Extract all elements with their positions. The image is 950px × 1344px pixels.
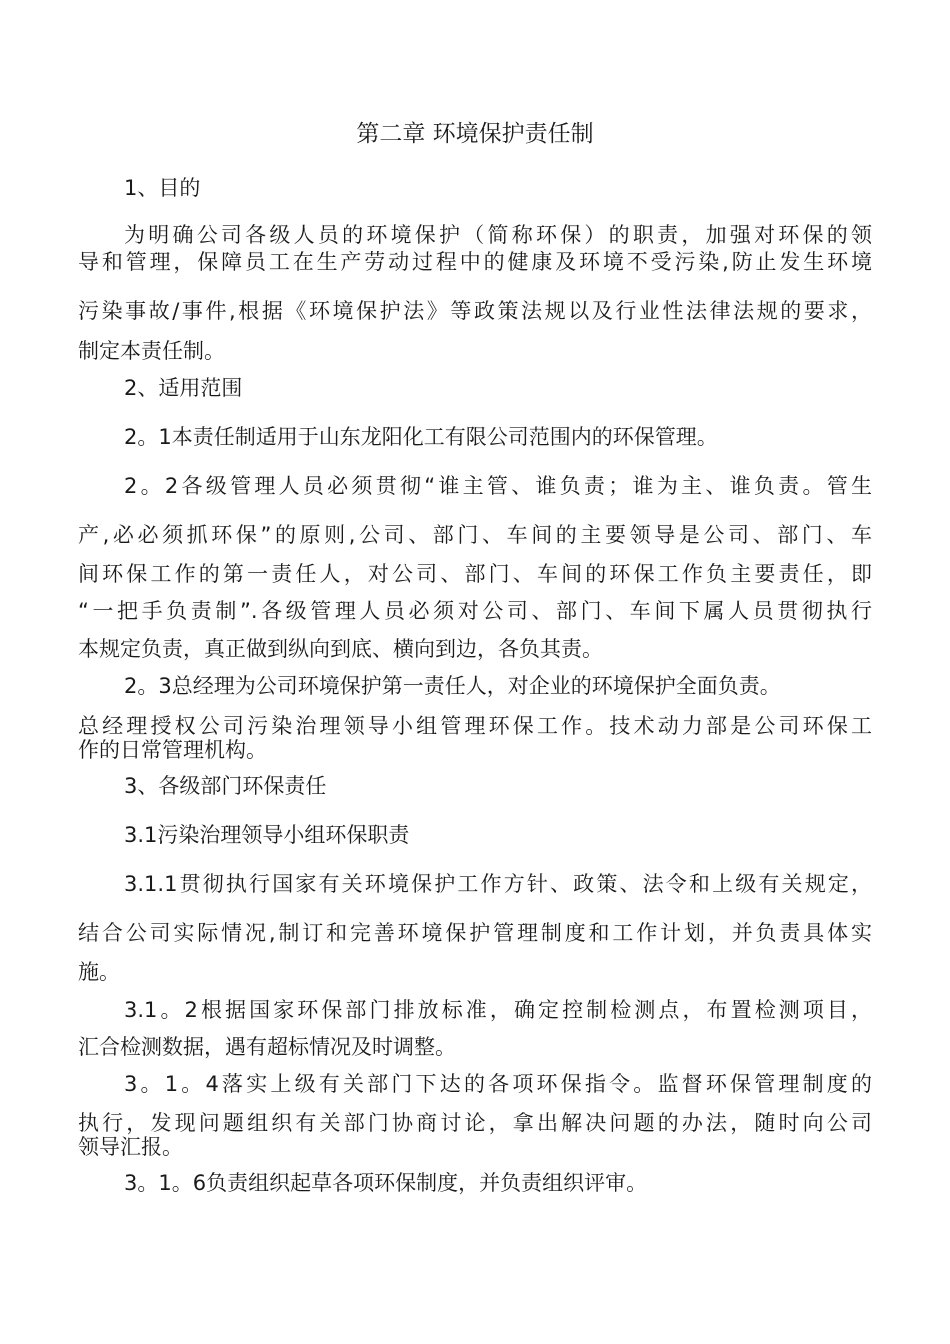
- paragraph-line: 施。: [78, 960, 120, 984]
- clause-line: 3.1.1贯彻执行国家有关环境保护工作方针、政策、法令和上级有关规定，: [124, 872, 872, 896]
- paragraph-line: 间环保工作的第一责任人，对公司、部门、车间的环保工作负主要责任，即: [78, 562, 872, 586]
- section-heading-purpose: 1、目的: [124, 176, 201, 200]
- paragraph-line: 制定本责任制。: [78, 339, 225, 363]
- chapter-title: 第二章 环境保护责任制: [356, 121, 594, 147]
- paragraph-line: 为明确公司各级人员的环境保护（简称环保）的职责，加强对环保的领: [124, 223, 872, 247]
- paragraph-line: 执行，发现问题组织有关部门协商讨论，拿出解决问题的办法，随时向公司: [78, 1111, 872, 1135]
- paragraph-line: “一把手负责制”.各级管理人员必须对公司、部门、车间下属人员贯彻执行: [78, 599, 872, 623]
- section-heading-scope: 2、适用范围: [124, 376, 243, 400]
- subsection-heading: 3.1污染治理领导小组环保职责: [124, 823, 410, 847]
- clause-line: 2。3总经理为公司环境保护第一责任人，对企业的环境保护全面负责。: [124, 674, 781, 698]
- clause-line: 2。1本责任制适用于山东龙阳化工有限公司范围内的环保管理。: [124, 425, 718, 449]
- paragraph-line: 污染事故/事件,根据《环境保护法》等政策法规以及行业性法律法规的要求，: [78, 299, 872, 323]
- paragraph-line: 领导汇报。: [78, 1135, 183, 1159]
- paragraph-line: 结合公司实际情况,制订和完善环境保护管理制度和工作计划，并负责具体实: [78, 921, 872, 945]
- clause-line: 3。1。4落实上级有关部门下达的各项环保指令。监督环保管理制度的: [124, 1072, 872, 1096]
- paragraph-line: 汇合检测数据，遇有超标情况及时调整。: [78, 1035, 456, 1059]
- clause-line: 2。2各级管理人员必须贯彻“谁主管、谁负责；谁为主、谁负责。管生: [124, 474, 872, 498]
- paragraph-line: 作的日常管理机构。: [78, 738, 267, 762]
- paragraph-line: 导和管理，保障员工在生产劳动过程中的健康及环境不受污染,防止发生环境: [78, 250, 872, 274]
- paragraph-line: 总经理授权公司污染治理领导小组管理环保工作。技术动力部是公司环保工: [78, 714, 872, 738]
- section-heading-responsibilities: 3、各级部门环保责任: [124, 774, 327, 798]
- paragraph-line: 本规定负责，真正做到纵向到底、横向到边，各负其责。: [78, 637, 603, 661]
- clause-line: 3。1。6负责组织起草各项环保制度，并负责组织评审。: [124, 1171, 648, 1195]
- clause-line: 3.1。2根据国家环保部门排放标准，确定控制检测点，布置检测项目，: [124, 998, 872, 1022]
- paragraph-line: 产,必必须抓环保”的原则,公司、部门、车间的主要领导是公司、部门、车: [78, 523, 872, 547]
